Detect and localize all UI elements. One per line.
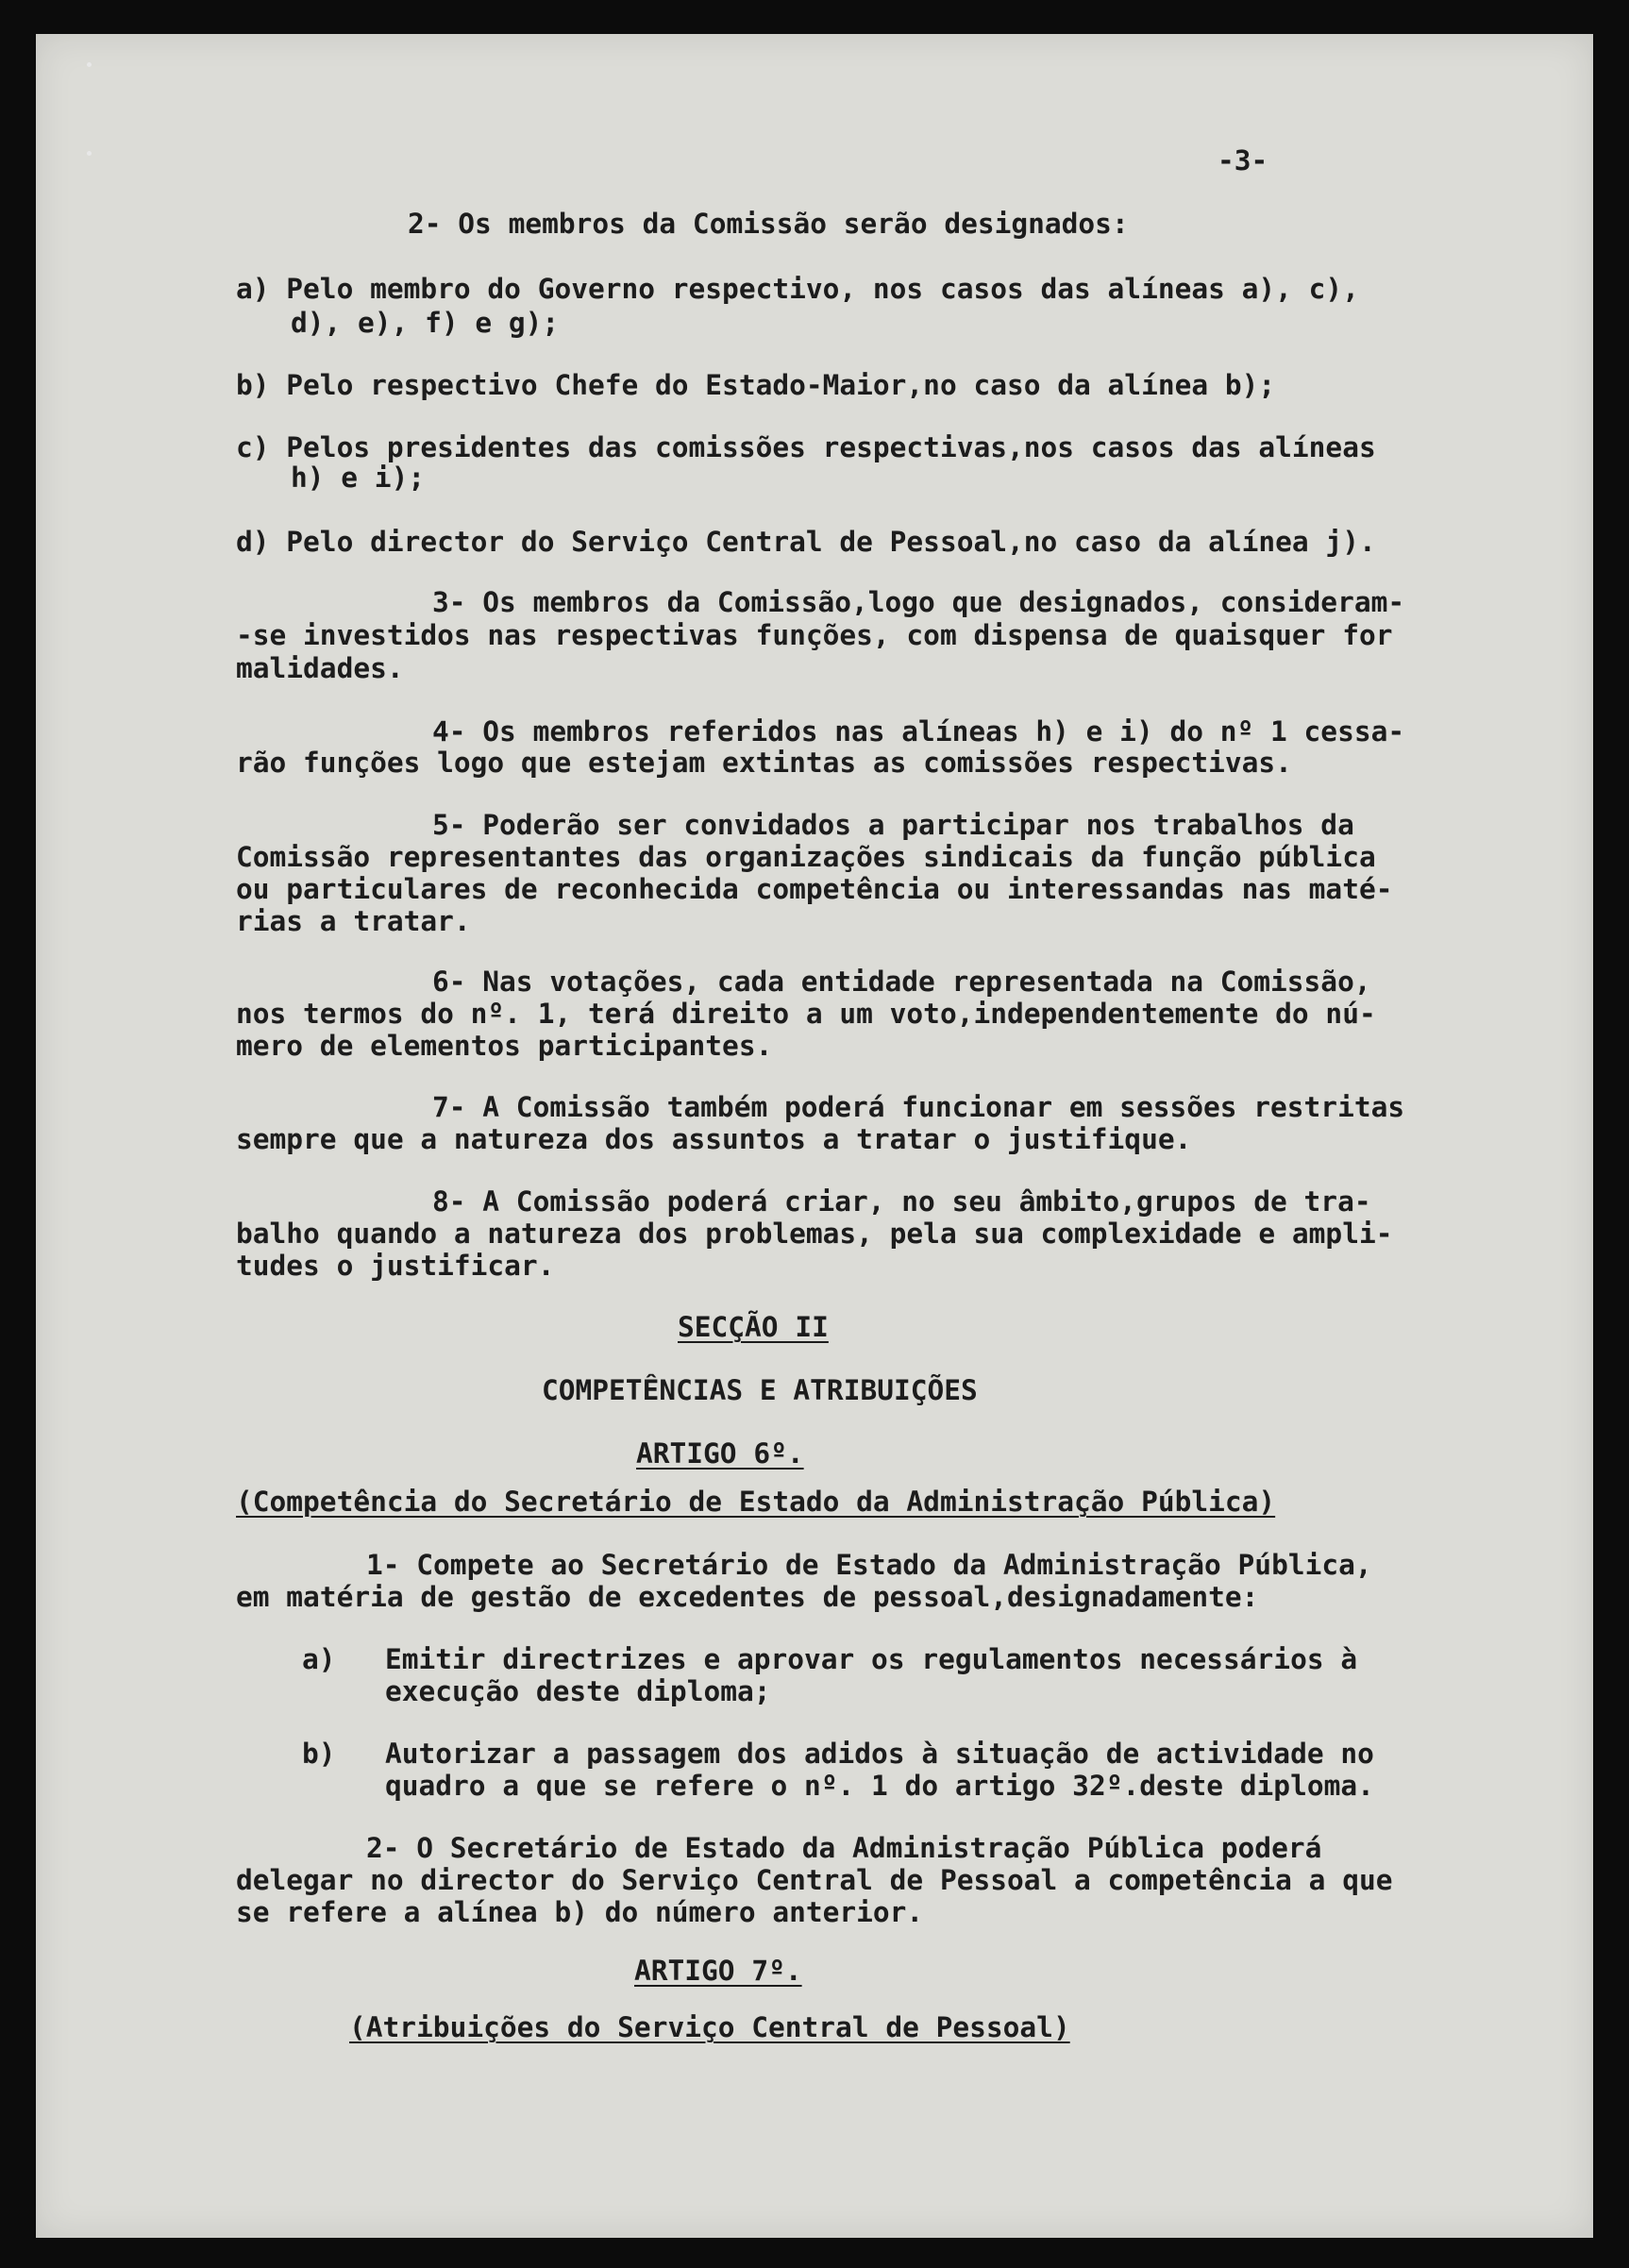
article-7-heading: ARTIGO 7º.: [634, 1955, 802, 1987]
paragraph-2-intro: 2- Os membros da Comissão serão designados:: [408, 208, 1129, 240]
paragraph-3-line2: -se investidos nas respectivas funções, com dispensa de quaisquer for: [236, 619, 1393, 651]
paragraph-2-item-d: d) Pelo director do Serviço Central de Pessoal,no caso da alínea j).: [236, 526, 1376, 558]
article-6-item-a-line1: Emitir directrizes e aprovar os regulamentos necessários à: [385, 1643, 1358, 1675]
page-number: -3-: [1218, 144, 1268, 176]
article-6-item-b-marker: b): [302, 1738, 336, 1770]
paragraph-5-line3: ou particulares de reconhecida competência ou interessandas nas maté-: [236, 873, 1393, 905]
paragraph-8-line2: balho quando a natureza dos problemas, pela sua complexidade e ampli-: [236, 1218, 1393, 1250]
article-6-p2-line2: delegar no director do Serviço Central de Pessoal a competência a que: [236, 1864, 1393, 1896]
paragraph-6-line3: mero de elementos participantes.: [236, 1030, 773, 1062]
article-6-item-a-line2: execução deste diploma;: [385, 1675, 771, 1707]
article-7-title: (Atribuições do Serviço Central de Pessoal): [349, 2011, 1070, 2043]
section-title: COMPETÊNCIAS E ATRIBUIÇÕES: [542, 1374, 978, 1406]
paragraph-5-line4: rias a tratar.: [236, 905, 471, 937]
paragraph-2-item-b: b) Pelo respectivo Chefe do Estado-Maior,no caso da alínea b);: [236, 369, 1276, 401]
article-6-p2-line3: se refere a alínea b) do número anterior.: [236, 1896, 924, 1928]
paragraph-3-line3: malidades.: [236, 652, 404, 684]
article-6-p1-line1: 1- Compete ao Secretário de Estado da Administração Pública,: [366, 1549, 1372, 1581]
paragraph-2-item-c-line1: c) Pelos presidentes das comissões respectivas,nos casos das alíneas: [236, 431, 1376, 463]
paragraph-5-line1: 5- Poderão ser convidados a participar nos trabalhos da: [432, 809, 1354, 841]
article-6-item-a-marker: a): [302, 1643, 336, 1675]
paragraph-8-line3: tudes o justificar.: [236, 1250, 555, 1282]
paragraph-6-line1: 6- Nas votações, cada entidade representada na Comissão,: [432, 966, 1371, 998]
paragraph-8-line1: 8- A Comissão poderá criar, no seu âmbito,grupos de tra-: [432, 1185, 1371, 1218]
paragraph-2-item-a-line1: a) Pelo membro do Governo respectivo, nos casos das alíneas a), c),: [236, 273, 1359, 305]
paragraph-6-line2: nos termos do nº. 1, terá direito a um voto,independentemente do nú-: [236, 998, 1376, 1030]
paragraph-2-item-c-line2: h) e i);: [291, 462, 426, 494]
article-6-p1-line2: em matéria de gestão de excedentes de pessoal,designadamente:: [236, 1581, 1259, 1613]
paragraph-7-line2: sempre que a natureza dos assuntos a tratar o justifique.: [236, 1123, 1192, 1155]
article-6-item-b-line1: Autorizar a passagem dos adidos à situação de actividade no: [385, 1738, 1374, 1770]
article-6-heading: ARTIGO 6º.: [636, 1437, 804, 1470]
paragraph-4-line1: 4- Os membros referidos nas alíneas h) e i) do nº 1 cessa-: [432, 715, 1405, 748]
paragraph-2-item-a-line2: d), e), f) e g);: [291, 307, 560, 339]
article-6-item-b-line2: quadro a que se refere o nº. 1 do artigo 32º.deste diploma.: [385, 1770, 1374, 1802]
article-6-p2-line1: 2- O Secretário de Estado da Administração Pública poderá: [366, 1832, 1322, 1864]
paragraph-7-line1: 7- A Comissão também poderá funcionar em sessões restritas: [432, 1091, 1405, 1123]
paragraph-4-line2: rão funções logo que estejam extintas as comissões respectivas.: [236, 747, 1292, 779]
section-heading: SECÇÃO II: [678, 1311, 829, 1343]
paragraph-3-line1: 3- Os membros da Comissão,logo que designados, consideram-: [432, 586, 1405, 618]
article-6-title: (Competência do Secretário de Estado da Administração Pública): [236, 1486, 1276, 1518]
paragraph-5-line2: Comissão representantes das organizações sindicais da função pública: [236, 841, 1376, 873]
